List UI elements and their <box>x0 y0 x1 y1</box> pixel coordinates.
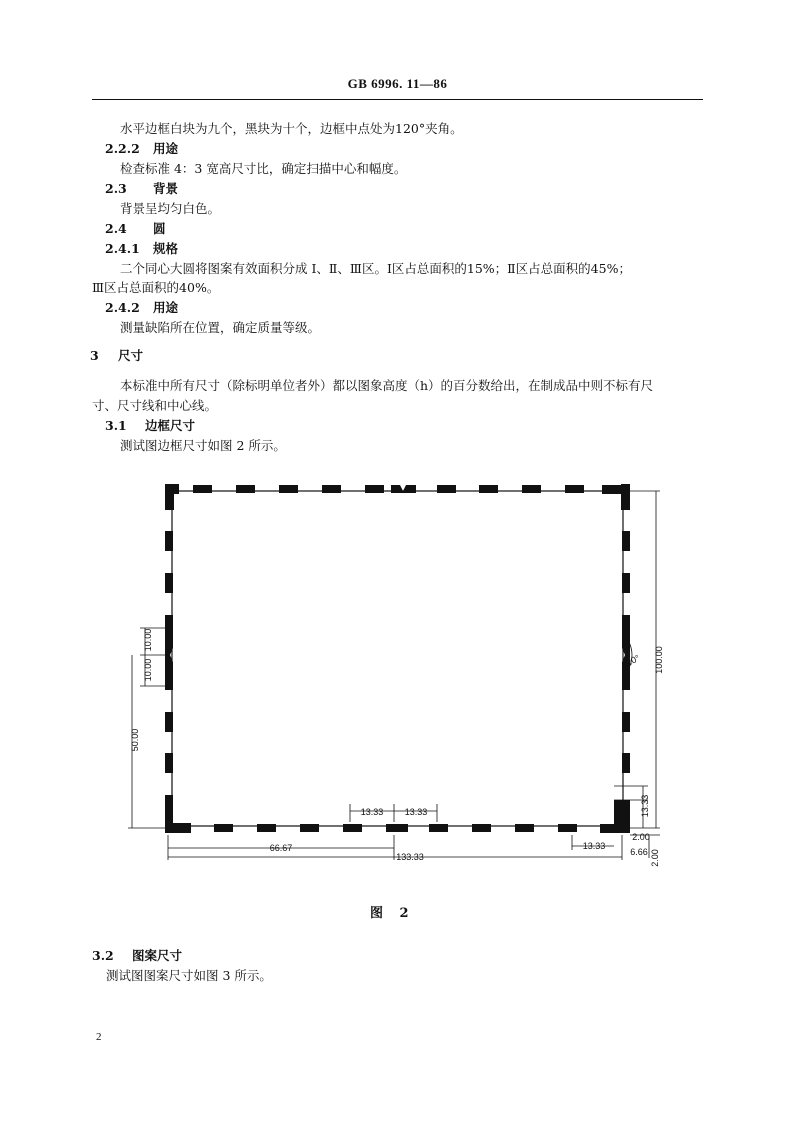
page-number: 2 <box>96 1031 102 1043</box>
dim-right-100: 100.00 <box>654 646 664 674</box>
standard-number: GB 6996. 11—86 <box>347 76 448 91</box>
right-border-blocks <box>614 484 630 826</box>
section-number: 3.2 <box>92 948 114 963</box>
paragraph-line: 检查标准 4：3 宽高尺寸比，确定扫描中心和幅度。 <box>120 161 407 176</box>
section-number: 2.3 <box>105 181 127 196</box>
dim-right-angle: 120° <box>620 652 642 670</box>
dim-left-10-top: 10.00 <box>143 628 153 652</box>
dim-corner-2-00-a: 2.00 <box>632 832 650 842</box>
dim-bottom-66-67: 66.67 <box>269 843 293 853</box>
section-title: 尺寸 <box>118 348 144 363</box>
section-title: 圆 <box>153 221 166 236</box>
dim-left-50: 50.00 <box>130 728 140 752</box>
dim-corner-13-33: 13.33 <box>582 841 606 851</box>
section-number: 3 <box>90 348 99 363</box>
paragraph-line: 测量缺陷所在位置，确定质量等级。 <box>120 320 321 335</box>
dim-corner-2-00-b: 2.00 <box>650 849 660 867</box>
left-border-blocks <box>165 484 174 827</box>
top-border-blocks <box>165 484 630 494</box>
section-title: 用途 <box>153 300 179 315</box>
paragraph-line: 水平边框白块为九个，黑块为十个，边框中点处为120°夹角。 <box>120 121 463 136</box>
section-title: 图案尺寸 <box>132 948 183 963</box>
dim-bottom-13-33-a: 13.33 <box>360 807 384 817</box>
section-heading-3-2 <box>92 948 182 964</box>
section-number: 3.1 <box>105 418 127 433</box>
figure-caption: 图 2 <box>370 906 415 921</box>
bottom-border-blocks <box>165 823 630 833</box>
section-title: 背景 <box>153 181 179 196</box>
dim-right-6-66: 6.66 <box>622 804 632 822</box>
paragraph-line: 寸、尺寸线和中心线。 <box>92 398 218 413</box>
paragraph-line: 背景呈均匀白色。 <box>120 201 221 216</box>
frame-outline <box>172 491 623 826</box>
dim-bottom-13-33-b: 13.33 <box>404 807 428 817</box>
dim-right-13-33: 13.33 <box>640 794 650 818</box>
dim-bottom-133-33: 133.33 <box>396 852 424 862</box>
paragraph-line: 测试图图案尺寸如图 3 所示。 <box>106 968 272 983</box>
paragraph-line: 本标准中所有尺寸（除标明单位者外）都以图象高度（h）的百分数给出，在制成品中则不标有尺 <box>120 378 654 393</box>
section-title: 边框尺寸 <box>145 418 196 433</box>
section-number: 2.4 <box>105 221 127 236</box>
section-title: 用途 <box>153 141 179 156</box>
section-number: 2.4.1 <box>105 241 140 256</box>
paragraph-line: 二个同心大圆将图案有效面积分成 Ⅰ、Ⅱ、Ⅲ区。Ⅰ区占总面积的15%；Ⅱ区占总面积的45%； <box>120 261 631 276</box>
section-number: 2.2.2 <box>105 141 140 156</box>
dim-corner-6-66: 6.66 <box>630 847 648 857</box>
paragraph-line: Ⅲ区占总面积的40%。 <box>92 280 220 295</box>
paragraph-line: 测试图边框尺寸如图 2 所示。 <box>120 438 286 453</box>
dim-left-10-bottom: 10.00 <box>143 658 153 682</box>
section-number: 2.4.2 <box>105 300 140 315</box>
dimension-lines <box>128 491 660 860</box>
section-title: 规格 <box>153 241 179 256</box>
